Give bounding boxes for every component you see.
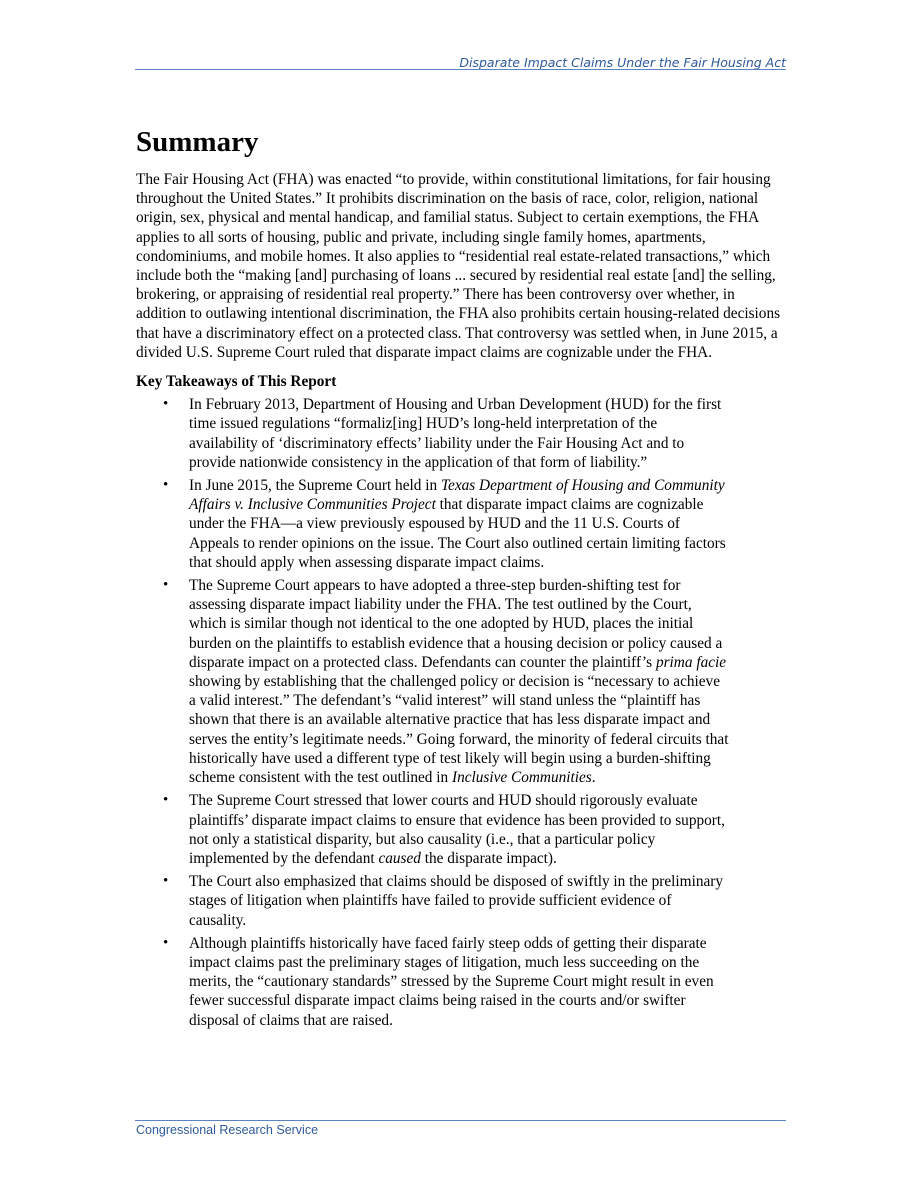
summary-paragraph: The Fair Housing Act (FHA) was enacted “to provide, within constitutional limitations, for fair housing throughout the United States.” It prohibits discrimination on the basis of race, color, religion, national origin, sex, physical and mental handicap, and familial status. Subject to certain exemptions, the FHA applies to all sorts of housing, public and private, including single family homes, apartments, condominiums, and mobile homes. It also applies to “residential real estate-related transactions,” which include both the “making [and] purchasing of loans ... secured by residential real estate [and] the selling, brokering, or appraising of residential real property.” There has been controversy over whether, in addition to outlawing intentional discrimination, the FHA also prohibits certain housing-related decisions that have a discriminatory effect on a protected class. That controversy was settled when, in June 2015, a divided U.S. Supreme Court ruled that disparate impact claims are cognizable under the FHA. [136, 171, 781, 361]
bullet-icon: • [163, 792, 169, 809]
list-item-text: Although plaintiffs historically have faced fairly steep odds of getting their disparate impact claims past the preliminary stages of litigation, much less succeeding on the merits, the “cautionary standards” stressed by the Supreme Court might result in even fewer successful disparate impact claims being raised in the courts and/or swifter disposal of claims that are raised. [189, 934, 714, 1029]
running-header-title: Disparate Impact Claims Under the Fair Housing Act [459, 55, 786, 70]
bullet-icon: • [163, 396, 169, 413]
case-name: Inclusive Communities [451, 769, 592, 787]
footer-source: Congressional Research Service [136, 1123, 319, 1137]
bullet-icon: • [163, 477, 169, 494]
takeaways-list [136, 395, 729, 1030]
list-item-text: In June 2015, the Supreme Court held in [189, 477, 441, 495]
list-item [163, 791, 729, 868]
list-item-text: showing by establishing that the challenged policy or decision is “necessary to achieve a valid interest.” The defendant’s “valid interest” will stand unless the “plaintiff has shown that there is an available alternative practice that has less disparate impact and serves the entity’s legitimate needs.” Going forward, the minority of federal circuits that historically have used a different type of test likely will begin using a burden-shifting scheme consistent with the test outlined in [189, 673, 729, 787]
header-divider [135, 69, 786, 70]
list-item [163, 934, 729, 1030]
list-item [163, 476, 729, 572]
list-item-text: the disparate impact). [420, 849, 557, 867]
list-item [163, 576, 729, 787]
page-title: Summary [136, 126, 259, 158]
list-item [163, 395, 729, 472]
list-item-text: The Supreme Court stressed that lower courts and HUD should rigorously evaluate plaintiffs’ disparate impact claims to ensure that evidence has been provided to support, not only a statistical disparity, but also causality (i.e., that a particular policy implemented by the defendant [189, 792, 725, 867]
takeaways-heading: Key Takeaways of This Report [136, 373, 337, 391]
bullet-icon: • [163, 873, 169, 890]
footer-divider [135, 1120, 786, 1121]
list-item [163, 872, 729, 930]
list-item-text: that disparate impact claims are cognizable under the FHA—a view previously espoused by HUD and the 11 U.S. Courts of Appeals to render opinions on the issue. The Court also outlined certain limiting factors that should apply when assessing disparate impact claims. [189, 496, 726, 571]
case-name: Texas Department of Housing and Community Affairs v. Inclusive Communities Project [189, 477, 725, 514]
list-item-text: The Supreme Court appears to have adopted a three-step burden-shifting test for assessing disparate impact liability under the FHA. The test outlined by the Court, which is similar though not identical to the one adopted by HUD, places the initial burden on the plaintiffs to establish evidence that a housing decision or policy caused a disparate impact on a protected class. Defendants can counter the plaintiff’s [189, 577, 723, 671]
main-content [136, 122, 786, 1034]
list-item-text: The Court also emphasized that claims should be disposed of swiftly in the preliminary stages of litigation when plaintiffs have failed to provide sufficient evidence of causality. [189, 873, 724, 929]
list-item-text: In February 2013, Department of Housing and Urban Development (HUD) for the first time issued regulations “formaliz[ing] HUD’s long-held interpretation of the availability of ‘discriminatory effects’ liability under the Fair Housing Act and to provide nationwide consistency in the application of that form of liability.” [189, 396, 722, 471]
bullet-icon: • [163, 934, 169, 951]
emphasis-term: caused [378, 849, 421, 867]
list-item-text: . [591, 769, 596, 787]
bullet-icon: • [163, 577, 169, 594]
legal-term: prima facie [655, 653, 727, 671]
